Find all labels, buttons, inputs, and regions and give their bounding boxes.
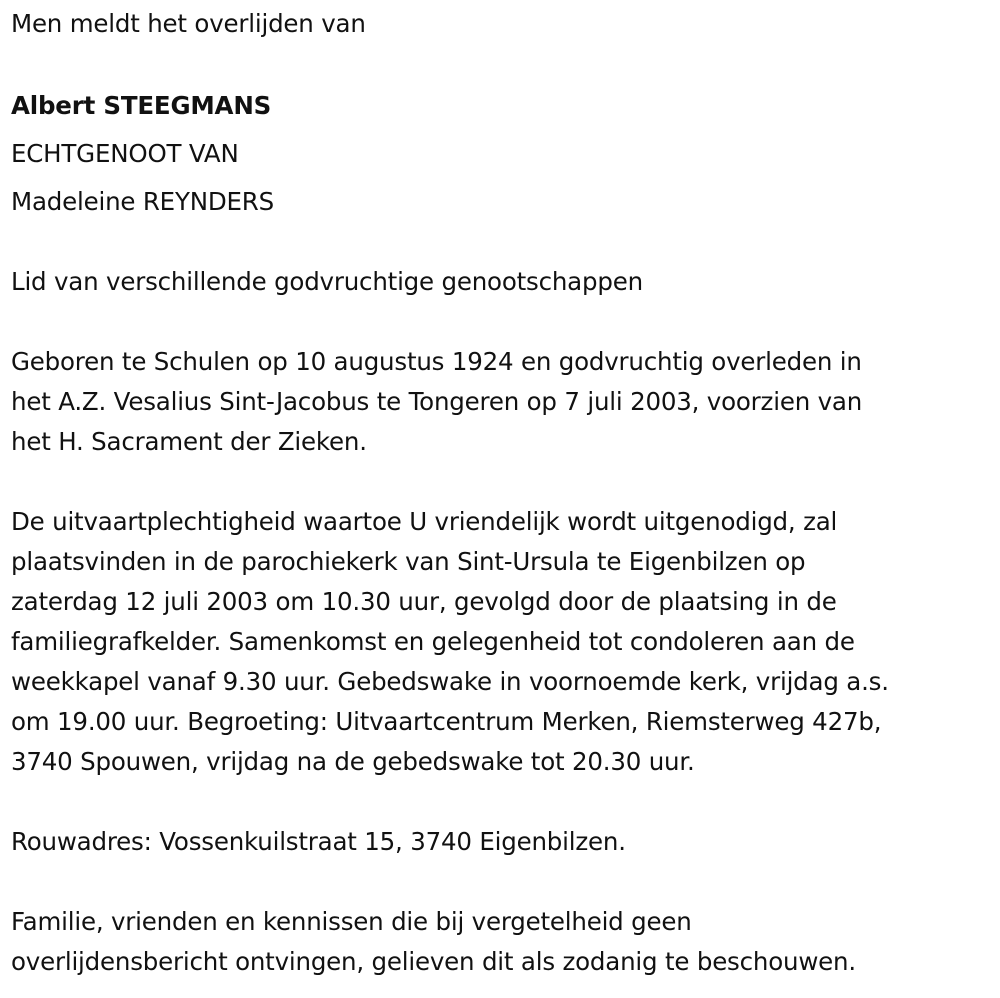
paragraph-line: zaterdag 12 juli 2003 om 10.30 uur, gevolgd door de plaatsing in de xyxy=(11,587,837,616)
paragraph-line: om 19.00 uur. Begroeting: Uitvaartcentrum Merken, Riemsterweg 427b, xyxy=(11,707,882,736)
membership-text: Lid van verschillende godvruchtige genootschappen xyxy=(11,267,643,296)
paragraph-line: De uitvaartplechtigheid waartoe U vriendelijk wordt uitgenodigd, zal xyxy=(11,507,838,536)
mourning-address: Rouwadres: Vossenkuilstraat 15, 3740 Eigenbilzen. xyxy=(11,827,626,856)
paragraph-line: overlijdensbericht ontvingen, gelieven dit als zodanig te beschouwen. xyxy=(11,947,856,976)
spouse-name: Madeleine REYNDERS xyxy=(11,187,274,216)
spouse-label: ECHTGENOOT VAN xyxy=(11,139,239,168)
paragraph-line: Geboren te Schulen op 10 augustus 1924 en godvruchtig overleden in xyxy=(11,347,862,376)
birth-death-paragraph xyxy=(11,342,862,462)
funeral-paragraph xyxy=(11,502,889,782)
paragraph-line: het H. Sacrament der Zieken. xyxy=(11,427,367,456)
deceased-name: Albert STEEGMANS xyxy=(11,91,272,120)
paragraph-line: het A.Z. Vesalius Sint-Jacobus te Tongeren op 7 juli 2003, voorzien van xyxy=(11,387,863,416)
paragraph-line: familiegrafkelder. Samenkomst en gelegenheid tot condoleren aan de xyxy=(11,627,855,656)
closing-paragraph xyxy=(11,902,856,982)
paragraph-line: 3740 Spouwen, vrijdag na de gebedswake tot 20.30 uur. xyxy=(11,747,695,776)
paragraph-line: Familie, vrienden en kennissen die bij vergetelheid geen xyxy=(11,907,692,936)
paragraph-line: plaatsvinden in de parochiekerk van Sint-Ursula te Eigenbilzen op xyxy=(11,547,806,576)
paragraph-line: weekkapel vanaf 9.30 uur. Gebedswake in voornoemde kerk, vrijdag a.s. xyxy=(11,667,889,696)
intro-text: Men meldt het overlijden van xyxy=(11,9,366,38)
